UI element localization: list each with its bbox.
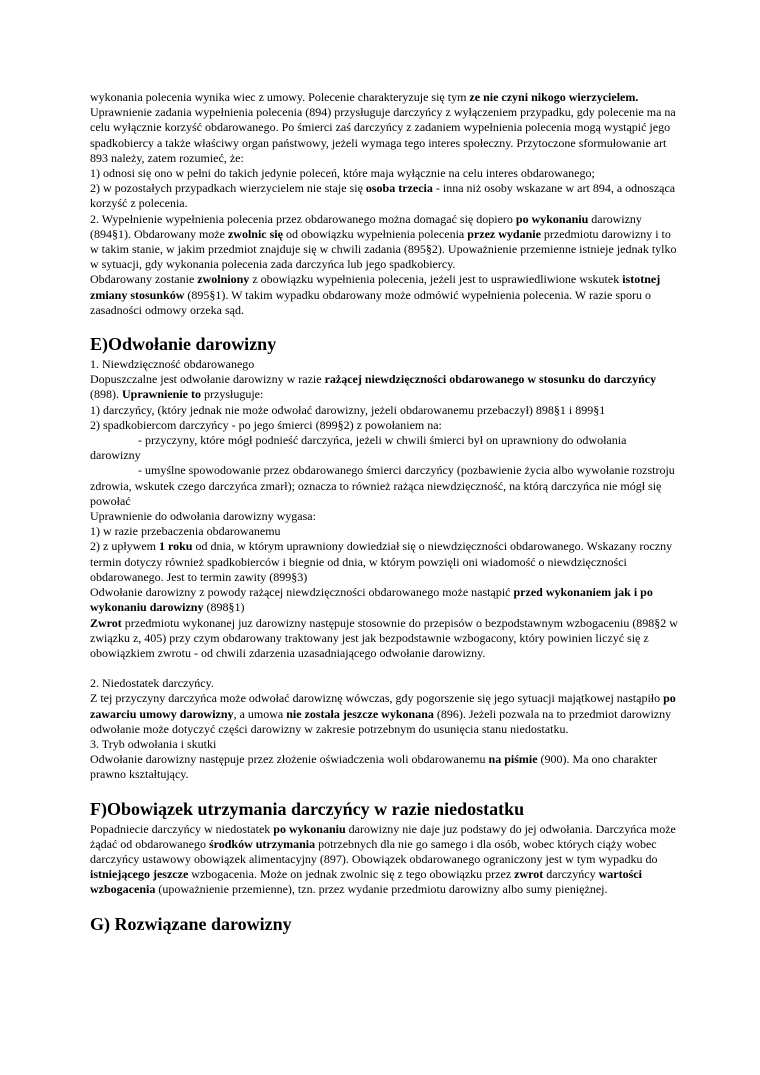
paragraph: Obdarowany zostanie zwolniony z obowiązku wypełnienia polecenia, jeżeli jest to usprawiedliwione wskutek istotnej zmiany stosunków (895§1). W takim wypadku obdarowany może odmówić wypełnienia polecenia. W razie sporu o zasadności odmowy orzeka sąd. <box>90 272 661 317</box>
paragraph: Odwołanie darowizny z powody rażącej niewdzięczności obdarowanego może nastąpić przed wykonaniem jak i po wykonaniu darowizny (898§1) <box>90 585 653 615</box>
paragraph: 1) odnosi się ono w pełni do takich jedynie poleceń, które maja wyłącznie na celu interes obdarowanego; <box>90 166 595 181</box>
paragraph: 2. Wypełnienie wypełnienia polecenia przez obdarowanego można domagać się dopiero po wykonaniu darowizny (894§1). Obdarowany może zwolnic się od obowiązku wypełnienia polecenia przez wydanie przedmiotu darowizny i to w takim stanie, w jakim przedmiot znajduje się w chwili zadania (895§2). Upoważnienie przemienne istnieje jednak tylko w sytuacji, gdy wykonania polecenia zada darczyńca lub jego spadkobiercy. <box>90 211 677 272</box>
section-heading-e: E)Odwołanie darowizny <box>90 334 277 355</box>
paragraph: Popadniecie darczyńcy w niedostatek po wykonaniu darowizny nie daje juz podstawy do jej odwołania. Darczyńca może żądać od obdarowanego środków utrzymania potrzebnych dla nie go samego i dla osób, wobec których ciąży wobec darczyńcy ustawowy obowiązek alimentacyjny (897). Obowiązek obdarowanego ograniczony jest w tym wypadku do istniejącego jeszcze wzbogacenia. Może on jednak zwolnic się z tego obowiązku przez zwrot darczyńcy wartości wzbogacenia (upoważnienie przemienne), tzn. przez wydanie przedmiotu darowizny albo sumy pieniężnej. <box>90 821 676 897</box>
subheading: 1. Niewdzięczność obdarowanego <box>90 357 255 372</box>
subheading: 2. Niedostatek darczyńcy. <box>90 676 214 691</box>
subheading: 3. Tryb odwołania i skutki <box>90 736 217 751</box>
section-heading-f: F)Obowiązek utrzymania darczyńcy w razie niedostatku <box>90 798 525 819</box>
paragraph: 2) w pozostałych przypadkach wierzycielem nie staje się osoba trzecia - inna niż osoby wskazane w art 894, a odnosząca korzyść z polecenia. <box>90 181 676 211</box>
list-item: 1) darczyńcy, (który jednak nie może odwołać darowizny, jeżeli obdarowanemu przebaczył) 898§1 i 899§1 <box>90 402 606 417</box>
list-item: 1) w razie przebaczenia obdarowanemu <box>90 524 281 539</box>
list-item: 2) spadkobiercom darczyńcy - po jego śmierci (899§2) z powołaniem na: <box>90 417 442 432</box>
paragraph: Odwołanie darowizny następuje przez złożenie oświadczenia woli obdarowanemu na piśmie (900). Ma ono charakter prawno kształtujący. <box>90 752 658 782</box>
paragraph: Uprawnienie do odwołania darowizny wygasa: <box>90 509 316 524</box>
paragraph: wykonania polecenia wynika wiec z umowy. Polecenie charakteryzuje się tym ze nie czyni nikogo wierzycielem. <box>90 90 639 104</box>
list-subitem: - umyślne spowodowanie przez obdarowanego śmierci darczyńcy (pozbawienie życia albo wywołanie rozstroju zdrowia, wskutek czego darczyńca zmarł); oznacza to również rażąca niewdzięczność, na którą darczyńca nie mógł się powołać <box>90 463 675 508</box>
list-subitem: - przyczyny, które mógł podnieść darczyńca, jeżeli w chwili śmierci był on uprawniony do odwołania darowizny <box>90 433 627 463</box>
paragraph: Zwrot przedmiotu wykonanej juz darowizny następuje stosownie do przepisów o bezpodstawnym wzbogaceniu (898§2 w związku z, 405) przy czym obdarowany traktowany jest jak bezpodstawnie wzbogacony, który powinien liczyć się z obowiązkiem zwrotu - od chwili zdarzenia uzasadniającego odwołanie darowizny. <box>90 615 678 660</box>
paragraph: Dopuszczalne jest odwołanie darowizny w razie rażącej niewdzięczności obdarowanego w stosunku do darczyńcy (898). Uprawnienie to przysługuje: <box>90 372 657 402</box>
list-item: 2) z upływem 1 roku od dnia, w którym uprawniony dowiedział się o niewdzięczności obdarowanego. Wskazany roczny termin dotyczy również spadkobierców i biegnie od dnia, w którym powzięli oni wiadomość o niewdzięczności obdarowanego. Jest to termin zawity (899§3) <box>90 539 673 584</box>
section-heading-g: G) Rozwiązane darowizny <box>90 913 292 934</box>
paragraph: Z tej przyczyny darczyńca może odwołać darowiznę wówczas, gdy pogorszenie się jego sytuacji majątkowej nastąpiło po zawarciu umowy darowizny, a umowa nie została jeszcze wykonana (896). Jeżeli pozwala na to przedmiot darowizny odwołanie może dotyczyć części darowizny w zakresie potrzebnym do usunięcia stanu niedostatku. <box>90 691 676 736</box>
spacer <box>90 661 680 676</box>
paragraph: Uprawnienie zadania wypełnienia polecenia (894) przysługuje darczyńcy z wyłączeniem przypadku, gdy polecenie ma na celu wyłącznie korzyść obdarowanego. Po śmierci zaś darczyńcy z zadaniem wypełnienia polecenia mogą wystąpić jego spadkobiercy a także właściwy organ państwowy, jeżeli wymaga tego interes społeczny. Przytoczone sformułowanie art 893 należy, zatem rozumieć, że: <box>90 105 676 165</box>
